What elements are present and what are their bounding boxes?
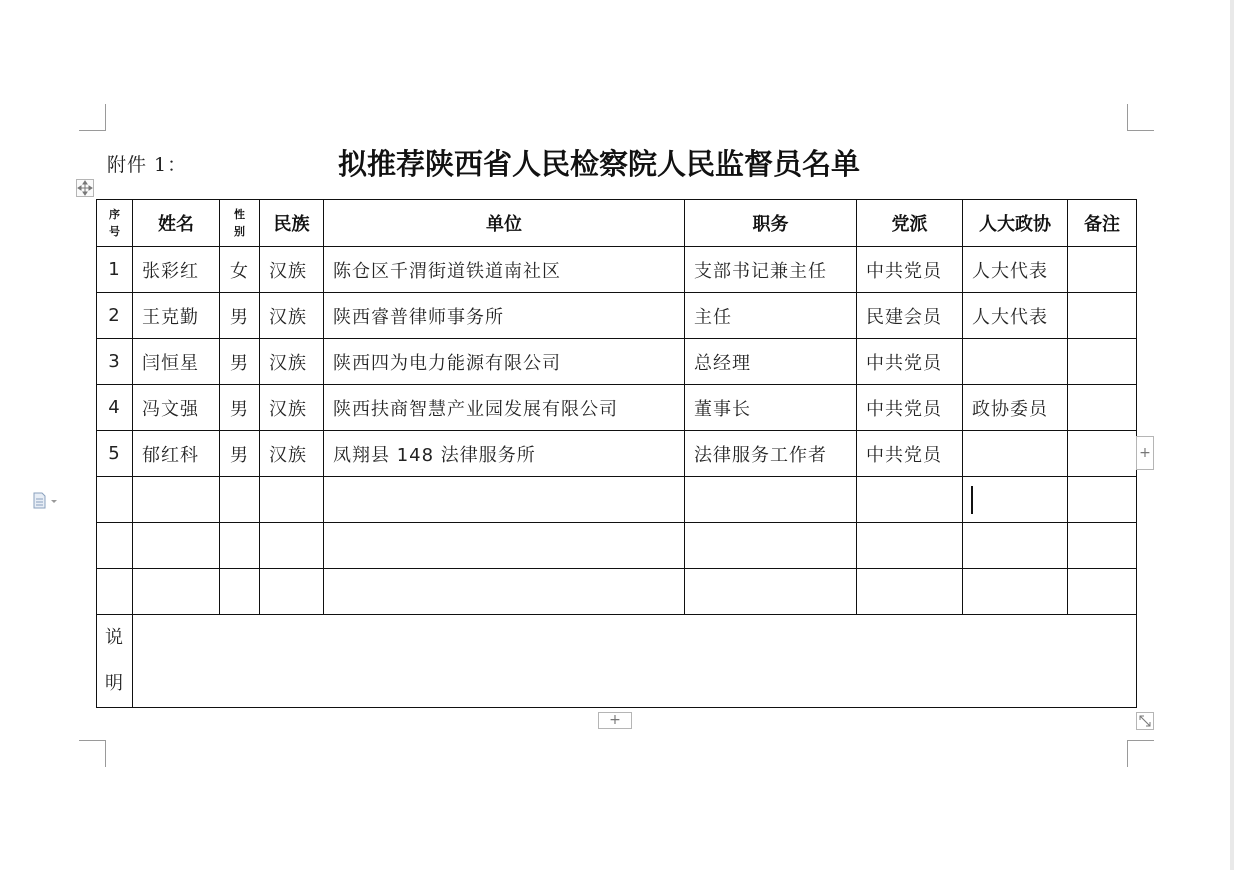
cell-name[interactable]: 王克勤	[133, 293, 220, 339]
empty-cell[interactable]	[685, 477, 857, 523]
margin-corner-bottom-left	[79, 740, 106, 767]
empty-cell[interactable]	[324, 477, 685, 523]
header-seq[interactable]	[97, 200, 133, 247]
cell-position[interactable]: 支部书记兼主任	[685, 247, 857, 293]
empty-row	[97, 523, 1137, 569]
table-row	[97, 247, 1137, 293]
cell-position[interactable]: 总经理	[685, 339, 857, 385]
header-row	[97, 200, 1137, 247]
margin-corner-top-left	[79, 104, 106, 131]
empty-cell[interactable]	[97, 477, 133, 523]
empty-cell[interactable]	[324, 523, 685, 569]
table-row	[97, 339, 1137, 385]
cell-remarks[interactable]	[1068, 431, 1137, 477]
cell-congress[interactable]	[963, 431, 1068, 477]
empty-cell[interactable]	[963, 523, 1068, 569]
empty-cell-active[interactable]	[963, 477, 1068, 523]
header-congress[interactable]: 人大政协	[963, 200, 1068, 247]
cell-party[interactable]: 中共党员	[857, 431, 963, 477]
header-unit[interactable]: 单位	[324, 200, 685, 247]
empty-cell[interactable]	[685, 523, 857, 569]
header-seq-char-1: 序	[109, 208, 120, 221]
cell-party[interactable]: 民建会员	[857, 293, 963, 339]
empty-cell[interactable]	[857, 569, 963, 615]
empty-cell[interactable]	[220, 523, 260, 569]
cell-name[interactable]: 张彩红	[133, 247, 220, 293]
cell-position[interactable]: 主任	[685, 293, 857, 339]
cell-remarks[interactable]	[1068, 293, 1137, 339]
note-content-cell[interactable]	[133, 615, 1137, 708]
empty-cell[interactable]	[260, 477, 324, 523]
header-gender-char-1: 性	[234, 208, 245, 221]
cell-seq[interactable]: 1	[97, 247, 133, 293]
note-label-char-2: 明	[105, 673, 124, 694]
header-gender[interactable]	[220, 200, 260, 247]
cell-gender[interactable]: 男	[220, 339, 260, 385]
document-icon[interactable]	[32, 492, 60, 510]
cell-congress[interactable]: 人大代表	[963, 247, 1068, 293]
nominee-table	[96, 199, 1137, 708]
empty-cell[interactable]	[857, 477, 963, 523]
cell-seq[interactable]: 3	[97, 339, 133, 385]
cell-ethnicity[interactable]: 汉族	[260, 293, 324, 339]
empty-cell[interactable]	[260, 569, 324, 615]
page-edge	[1230, 0, 1234, 870]
header-gender-char-2: 别	[234, 225, 245, 238]
header-remarks[interactable]: 备注	[1068, 200, 1137, 247]
table-row	[97, 293, 1137, 339]
cell-congress[interactable]: 人大代表	[963, 293, 1068, 339]
cell-party[interactable]: 中共党员	[857, 247, 963, 293]
cell-remarks[interactable]	[1068, 339, 1137, 385]
add-row-button[interactable]: +	[598, 712, 632, 729]
empty-cell[interactable]	[685, 569, 857, 615]
cell-gender[interactable]: 男	[220, 293, 260, 339]
cell-congress[interactable]: 政协委员	[963, 385, 1068, 431]
empty-cell[interactable]	[220, 477, 260, 523]
empty-cell[interactable]	[133, 523, 220, 569]
empty-cell[interactable]	[97, 523, 133, 569]
cell-unit[interactable]: 陕西扶商智慧产业园发展有限公司	[324, 385, 685, 431]
cell-gender[interactable]: 男	[220, 431, 260, 477]
move-icon[interactable]	[76, 179, 94, 197]
page-title: 拟推荐陕西省人民检察院人民监督员名单	[338, 147, 861, 181]
margin-corner-bottom-right	[1127, 740, 1154, 767]
cell-ethnicity[interactable]: 汉族	[260, 431, 324, 477]
margin-corner-top-right	[1127, 104, 1154, 131]
empty-cell[interactable]	[1068, 477, 1137, 523]
empty-cell[interactable]	[97, 569, 133, 615]
cell-ethnicity[interactable]: 汉族	[260, 339, 324, 385]
cell-party[interactable]: 中共党员	[857, 339, 963, 385]
move-arrows-icon	[77, 180, 93, 196]
empty-cell[interactable]	[133, 569, 220, 615]
header-ethnicity[interactable]: 民族	[260, 200, 324, 247]
empty-cell[interactable]	[220, 569, 260, 615]
cell-ethnicity[interactable]: 汉族	[260, 385, 324, 431]
note-label-char-1: 说	[105, 627, 124, 648]
note-row	[97, 615, 1137, 708]
empty-cell[interactable]	[1068, 569, 1137, 615]
text-cursor	[971, 486, 973, 514]
cell-party[interactable]: 中共党员	[857, 385, 963, 431]
cell-gender[interactable]: 男	[220, 385, 260, 431]
header-party[interactable]: 党派	[857, 200, 963, 247]
empty-row	[97, 477, 1137, 523]
cell-unit[interactable]: 陕西四为电力能源有限公司	[324, 339, 685, 385]
cell-position[interactable]: 法律服务工作者	[685, 431, 857, 477]
header-name[interactable]: 姓名	[133, 200, 220, 247]
cell-name[interactable]: 闫恒星	[133, 339, 220, 385]
table-row	[97, 385, 1137, 431]
cell-seq[interactable]: 5	[97, 431, 133, 477]
cell-congress[interactable]	[963, 339, 1068, 385]
cell-unit[interactable]: 凤翔县 148 法律服务所	[324, 431, 685, 477]
cell-remarks[interactable]	[1068, 385, 1137, 431]
cell-position[interactable]: 董事长	[685, 385, 857, 431]
empty-cell[interactable]	[963, 569, 1068, 615]
cell-ethnicity[interactable]: 汉族	[260, 247, 324, 293]
header-seq-char-2: 号	[109, 225, 120, 238]
cell-gender[interactable]: 女	[220, 247, 260, 293]
cell-unit[interactable]: 陕西睿普律师事务所	[324, 293, 685, 339]
cell-remarks[interactable]	[1068, 247, 1137, 293]
header-position[interactable]: 职务	[685, 200, 857, 247]
empty-cell[interactable]	[1068, 523, 1137, 569]
note-label[interactable]	[97, 615, 133, 708]
empty-cell[interactable]	[260, 523, 324, 569]
empty-cell[interactable]	[133, 477, 220, 523]
attachment-label: 附件 1：	[107, 154, 188, 176]
cell-name[interactable]: 郁红科	[133, 431, 220, 477]
empty-cell[interactable]	[857, 523, 963, 569]
empty-cell[interactable]	[324, 569, 685, 615]
resize-icon[interactable]	[1136, 712, 1154, 730]
add-column-button[interactable]: +	[1136, 436, 1154, 470]
cell-seq[interactable]: 2	[97, 293, 133, 339]
cell-seq[interactable]: 4	[97, 385, 133, 431]
cell-name[interactable]: 冯文强	[133, 385, 220, 431]
table-row	[97, 431, 1137, 477]
empty-row	[97, 569, 1137, 615]
cell-unit[interactable]: 陈仓区千渭街道铁道南社区	[324, 247, 685, 293]
